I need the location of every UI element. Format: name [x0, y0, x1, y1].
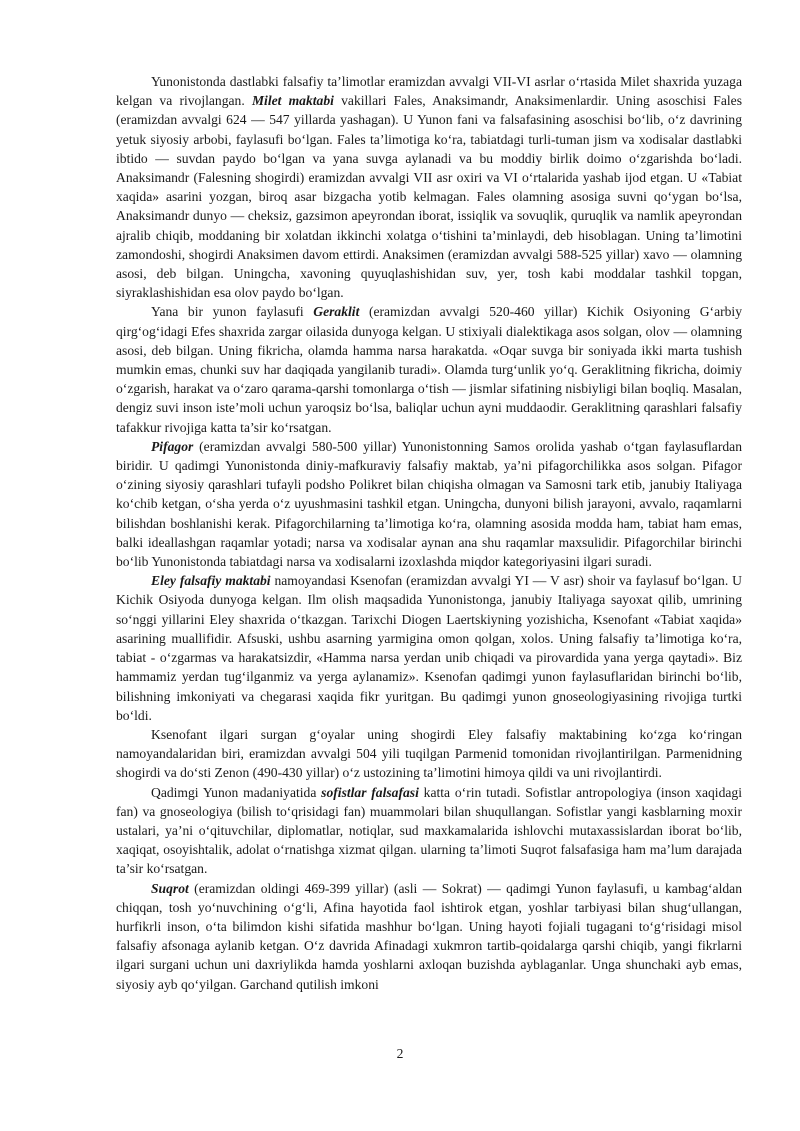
paragraph-suqrot: Suqrot (eramizdan oldingi 469-399 yillar) (asli — Sokrat) — qadimgi Yunon faylasufi, u kambag‘aldan chiqqan, tosh yo‘nuvchining o‘g‘li, Afina hayotida faol ishtirok etgan, yoshlar tarbiyasi bilan shug‘ullangan, hurfikrli inson, o‘ta bilimdon kishi sifatida mashhur bo‘lgan. Uning hayoti fojiali tugagani to‘g‘risidagi misol falsafiy afsonaga aylanib ketgan. O‘z davrida Afinadagi xukmron tartib-qoidalarga qarshi chiqib, yangi fikrlarni ilgari surgani uchun uni daxriylikda hamda yoshlarni axloqan buzishda ayblaganlar. Unga shunchaki ayb emas, siyosiy ayb qo‘yilgan. Garchand qutilish imkoni [116, 880, 742, 992]
paragraph-eley: Eley falsafiy maktabi namoyandasi Ksenofan (eramizdan avvalgi YI — V asr) shoir va faylasuf bo‘lgan. U Kichik Osiyoda dunyoga kelgan. Ilm olish maqsadida Yunonistonga, janubiy Italiyaga sayoxat qilib, umrining so‘nggi yillarini Eley shaxrida o‘tkazgan. Tarixchi Diogen Laertskiyning yozishicha, Ksenofant «Tabiat xaqida» asarining muallifidir. Afsuski, ushbu asarning yarmigina omon qolgan, xolos. Uning falsafiy ta’limotiga ko‘ra, tabiat - o‘zgarmas va harakatsizdir, «Hamma narsa yerdan unib chiqadi va pirovardida yana yerga qaytadi». Biz hammamiz yerdan tug‘ilganmiz va yerga aylanamiz». Ksenofan qadimgi yunon faylasuflaridan birinchi bo‘lib, bilishning imkoniyati va chegarasi xaqida fikr yuritgan. Bu qadimgi yunon gnoseologiyasining rivojiga turtki bo‘ldi. [116, 573, 742, 723]
paragraph-milet: Yunonistonda dastlabki falsafiy ta’limotlar eramizdan avvalgi VII-VI asrlar o‘rtasida Milet shaxrida yuzaga kelgan va rivojlangan. Milet maktabi vakillari Fales, Anaksimandr, Anaksimenlardir. Uning asoschisi Fales (eramizdan avvalgi 624 — 547 yillarda yashagan). U Yunon fani va falsafasining asoschisi bo‘lib, o‘z davrining yetuk siyosiy arbobi, faylasufi bo‘lgan. Fales ta’limotiga ko‘ra, tabiatdagi turli-tuman jism va xodisalar dastlabki ibtido — suvdan paydo bo‘lgan va yana suvga aylanadi va bu moddiy birlik doimo o‘zgarishda bo‘ladi. Anaksimandr (Falesning shogirdi) eramizdan avvalgi VII asr oxiri va VI o‘rtalarida yashab ijod etgan. U «Tabiat xaqida» asarini yozgan, biroq asar bizgacha yotib kelmagan. Fales olamning asosiga suvni qo‘ygan bo‘lsa, Anaksimandr dunyo — cheksiz, gazsimon apeyrondan iborat, issiqlik va sovuqlik, quruqlik va namlik apeyrondan ajralib chiqib, moddaning bir xolatdan ikkinchi xolatga o‘tishini ta’minlaydi, deb hisoblagan. Uning ta’limotini zamondoshi, shogirdi Anaksimen davom ettirdi. Anaksimen (eramizdan avvalgi 588-525 yillar) xavo — olamning asosi, deb bilgan. Uningcha, xavoning quyuqlashishidan suv, yer, tosh kabi moddalar tashkil topgan, siyraklashishidan esa olov paydo bo‘lgan. [116, 74, 742, 301]
term-pifagor: Pifagor [151, 438, 194, 454]
paragraph-sofistlar: Qadimgi Yunon madaniyatida sofistlar falsafasi katta o‘rin tutadi. Sofistlar antropologiya (inson xaqidagi fan) va gnoseologiya (bilish to‘qrisidagi fan) muammolari bilan shuqullangan. Sofistlar yangi kasblarning moxir ustalari, ya’ni o‘qituvchilar, diplomatlar, notiqlar, sud maxkamalarida ishlovchi mutaxassislardan iborat bo‘lib, xaqiqat, osoyishtalik, adolat o‘rnatishga xizmat qilgan. ularning ta’limoti Suqrot falsafasiga ham ma’lum darajada ta’sir ko‘rsatgan. [116, 784, 742, 877]
document-body [116, 72, 742, 994]
page-number: 2 [396, 1046, 404, 1061]
term-eley-falsafiy-maktabi: Eley falsafiy maktabi [151, 573, 271, 589]
term-milet-maktabi: Milet maktabi [251, 93, 334, 109]
paragraph-parmenid: Ksenofant ilgari surgan g‘oyalar uning shogirdi Eley falsafiy maktabining ko‘zga ko‘ringan namoyandalaridan biri, eramizdan avvalgi 504 yili tuqilgan Parmenid tomonidan rivojlantirilgan. Parmenidning shogirdi va do‘sti Zenon (490-430 yillar) o‘z ustozining ta’limotini himoya qildi va uni rivojlantirdi. [116, 726, 742, 781]
paragraph-pifagor: Pifagor (eramizdan avvalgi 580-500 yillar) Yunonistonning Samos orolida yashab o‘tgan faylasuflardan biridir. U qadimgi Yunonistonda diniy-mafkuraviy falsafiy maktab, ya’ni pifagorchilikka asos solgan. Pifagor o‘zining siyosiy qarashlari tufayli podsho Polikret bilan chiqisha olmagan va Samosni tark etib, janubiy Italiyaga ko‘chib ketgan, o‘sha yerda o‘z uyushmasini tashkil etgan. Uningcha, dunyoni bilish jarayoni, avvalo, raqamlarni bilishdan boshlanishi kerak. Pifagorchilarning ta’limotiga ko‘ra, olamning asosida modda ham, tabiat ham emas, balki ideallashgan raqamlar yotadi; narsa va xodisalar aynan ana shu raqamlar maxsulidir. Pifagorchilar birinchi bo‘lib Yunonistonda tabiatdagi narsa va xodisalarni izoxlashda miqdor kategoriyasini ilgari suradi. [116, 438, 742, 570]
term-sofistlar-falsafasi: sofistlar falsafasi [321, 784, 419, 800]
paragraph-geraklit: Yana bir yunon faylasufi Geraklit (eramizdan avvalgi 520-460 yillar) Kichik Osiyoning G‘arbiy qirg‘og‘idagi Efes shaxrida zargar oilasida dunyoga kelgan. U stixiyali dialektikaga asos solgan, olov — olamning asosi, deb bilgan. Uning fikricha, olamda hamma narsa harakatda. «Oqar suvga bir soniyada ikki marta tushish mumkin emas, chunki suv har daqiqada yangilanib turadi». Olamda turg‘unlik yo‘q. Geraklitning fikricha, doimiy o‘zgarish, harakat va o‘zaro qarama-qarshi tomonlarga o‘tish — jismlar sifatining nisbiyligi bilan boqliq. Masalan, dengiz suvi inson iste’moli uchun yaroqsiz bo‘lsa, baliqlar uchun ayni muddaodir. Geraklitning qarashlari falsafiy tafakkur rivojiga katta ta’sir ko‘rsatgan. [116, 304, 742, 435]
term-geraklit: Geraklit [313, 304, 360, 320]
term-suqrot: Suqrot [151, 880, 189, 896]
